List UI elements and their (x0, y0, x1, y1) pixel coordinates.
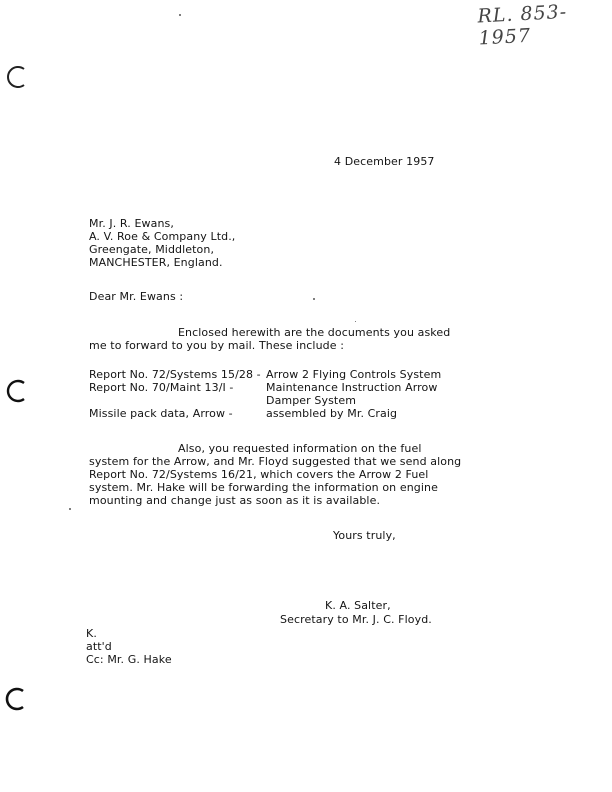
enclosure-desc: assembled by Mr. Craig (266, 407, 398, 420)
enclosure-ref: Report No. 70/Maint 13/I - (89, 381, 234, 394)
enclosure-ref: Report No. 72/Systems 15/28 - (89, 368, 261, 381)
speck-mark (355, 321, 356, 322)
recipient-city: MANCHESTER, England. (89, 256, 223, 269)
signature-name: K. A. Salter, (325, 599, 391, 612)
enclosure-desc: Arrow 2 Flying Controls System (266, 368, 442, 381)
closing: Yours truly, (333, 529, 396, 542)
punch-hole-top-icon (4, 64, 30, 90)
enclosure-desc-continued: Damper System (266, 394, 357, 407)
punch-hole-bottom-icon (3, 686, 29, 712)
footer-cc: Cc: Mr. G. Hake (86, 653, 172, 666)
footer-initials: K. (86, 627, 97, 640)
body-line: Also, you requested information on the fuel (178, 442, 422, 455)
footer-attachment: att'd (86, 640, 112, 653)
body-line: system for the Arrow, and Mr. Floyd suggested that we send along (89, 455, 462, 468)
body-line: system. Mr. Hake will be forwarding the information on engine (89, 481, 438, 494)
recipient-name: Mr. J. R. Ewans, (89, 217, 174, 230)
speck-mark (179, 14, 181, 16)
punch-hole-middle-icon (4, 378, 30, 404)
body-line: Report No. 72/Systems 16/21, which covers the Arrow 2 Fuel (89, 468, 429, 481)
letter-date: 4 December 1957 (334, 155, 435, 168)
recipient-street: Greengate, Middleton, (89, 243, 215, 256)
intro-line: me to forward to you by mail. These include : (89, 339, 344, 352)
speck-mark (313, 298, 315, 300)
salutation: Dear Mr. Ewans : (89, 290, 184, 303)
signature-title: Secretary to Mr. J. C. Floyd. (280, 613, 432, 626)
speck-mark (69, 508, 71, 510)
enclosure-ref: Missile pack data, Arrow - (89, 407, 233, 420)
body-line: mounting and change just as soon as it is available. (89, 494, 381, 507)
enclosure-desc: Maintenance Instruction Arrow (266, 381, 438, 394)
handwritten-reference: RL. 853-1957 (476, 0, 568, 50)
recipient-company: A. V. Roe & Company Ltd., (89, 230, 236, 243)
intro-line: Enclosed herewith are the documents you asked (178, 326, 451, 339)
